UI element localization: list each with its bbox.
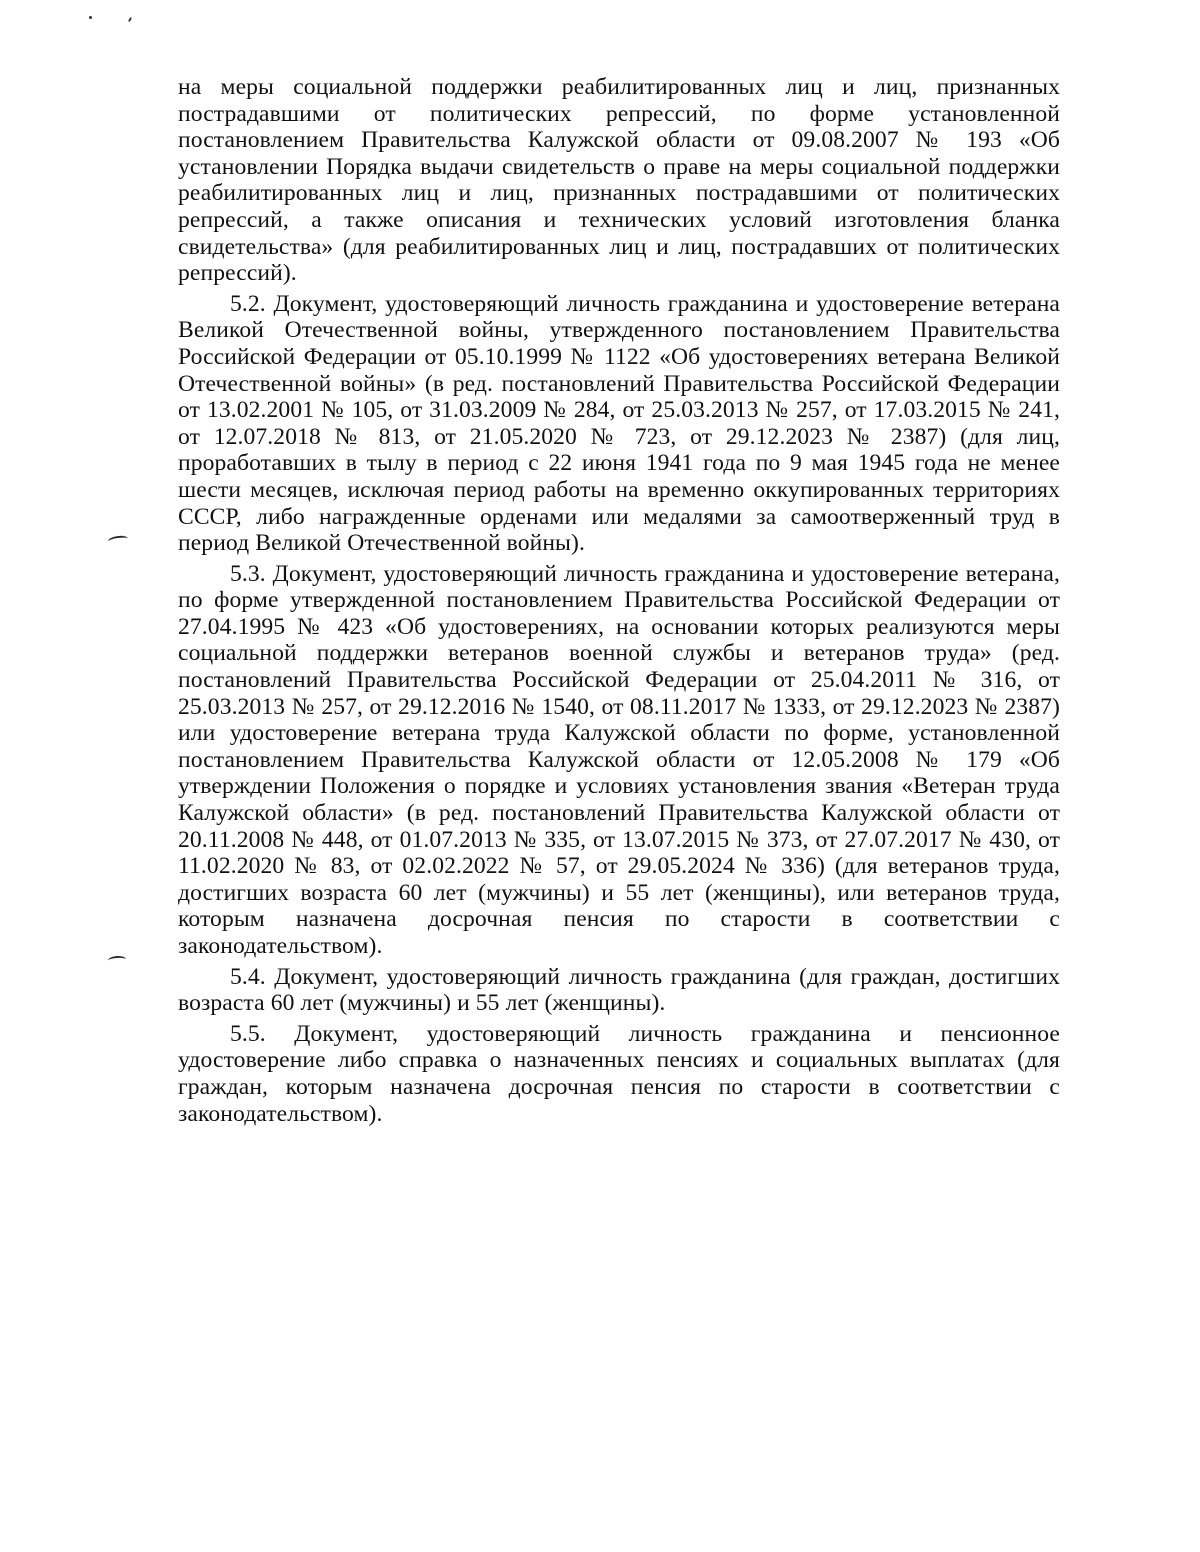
document-body xyxy=(178,74,1060,1127)
scan-speck xyxy=(128,17,132,22)
paragraph-continuation: на меры социальной поддержки реабилитированных лиц и лиц, признанных пострадавшими от политических репрессий, по форме установленной постановлением Правительства Калужской области от 09.08.2007 № 193 «Об установлении Порядка выдачи свидетельств о праве на меры социальной поддержки реабилитированных лиц и лиц, признанных пострадавшими от политических репрессий, а также описания и технических условий изготовления бланка свидетельства» (для реабилитированных лиц и лиц, пострадавших от политических репрессий). xyxy=(178,74,1060,287)
binder-hole-mark xyxy=(108,535,129,546)
paragraph-5-4: 5.4. Документ, удостоверяющий личность гражданина (для граждан, достигших возраста 60 лет (мужчины) и 55 лет (женщины). xyxy=(178,963,1060,1017)
paragraph-5-5: 5.5. Документ, удостоверяющий личность гражданина и пенсионное удостоверение либо справка о назначенных пенсиях и социальных выплатах (для граждан, которым назначена досрочная пенсия по старости в соответствии с законодательством). xyxy=(178,1020,1060,1127)
scan-speck xyxy=(89,16,92,19)
paragraph-5-3: 5.3. Документ, удостоверяющий личность гражданина и удостоверение ветерана, по форме утвержденной постановлением Правительства Российской Федерации от 27.04.1995 № 423 «Об удостоверениях, на основании которых реализуются меры социальной поддержки ветеранов военной службы и ветеранов труда» (ред. постановлений Правительства Российской Федерации от 25.04.2011 № 316, от 25.03.2013 № 257, от 29.12.2016 № 1540, от 08.11.2017 № 1333, от 29.12.2023 № 2387) или удостоверение ветерана труда Калужской области по форме, установленной постановлением Правительства Калужской области от 12.05.2008 № 179 «Об утверждении Положения о порядке и условиях установления звания «Ветеран труда Калужской области» (в ред. постановлений Правительства Калужской области от 20.11.2008 № 448, от 01.07.2013 № 335, от 13.07.2015 № 373, от 27.07.2017 № 430, от 11.02.2020 № 83, от 02.02.2022 № 57, от 29.05.2024 № 336) (для ветеранов труда, достигших возраста 60 лет (мужчины) и 55 лет (женщины), или ветеранов труда, которым назначена досрочная пенсия по старости в соответствии с законодательством). xyxy=(178,560,1060,959)
binder-hole-mark xyxy=(108,955,127,964)
paragraph-5-2: 5.2. Документ, удостоверяющий личность гражданина и удостоверение ветерана Великой Отечественной войны, утвержденного постановлением Правительства Российской Федерации от 05.10.1999 № 1122 «Об удостоверениях ветерана Великой Отечественной войны» (в ред. постановлений Правительства Российской Федерации от 13.02.2001 № 105, от 31.03.2009 № 284, от 25.03.2013 № 257, от 17.03.2015 № 241, от 12.07.2018 № 813, от 21.05.2020 № 723, от 29.12.2023 № 2387) (для лиц, проработавших в тылу в период с 22 июня 1941 года по 9 мая 1945 года не менее шести месяцев, исключая период работы на временно оккупированных территориях СССР, либо награжденные орденами или медалями за самоотверженный труд в период Великой Отечественной войны). xyxy=(178,290,1060,557)
